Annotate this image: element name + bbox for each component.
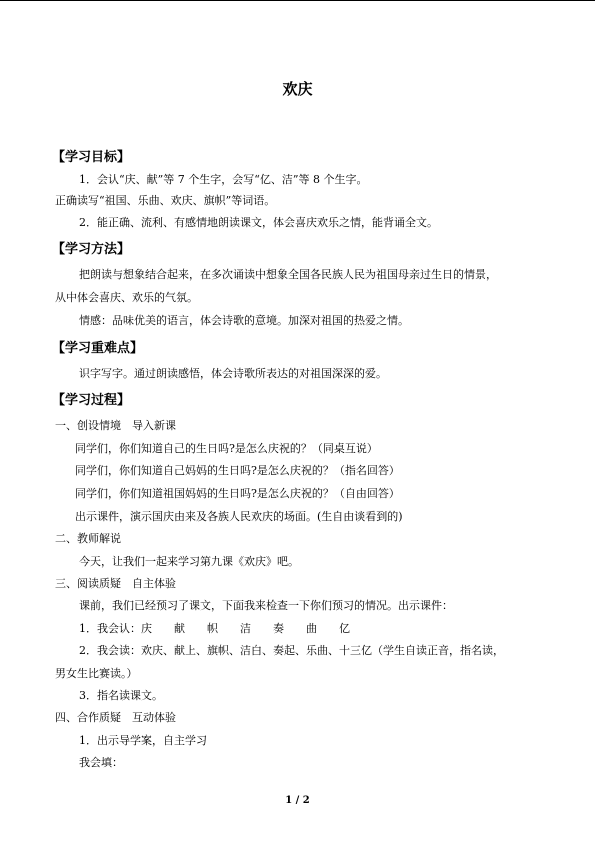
page-number: 1 / 2 <box>285 795 310 806</box>
process-step-3-line-d: 男女生比赛读。） <box>55 667 138 680</box>
methods-line-1: 把朗读与想象结合起来，在多次诵读中想象全国各民族人民为祖国母亲过生日的情景， <box>79 268 497 281</box>
process-step-3-line-e: 3．指名读课文。 <box>79 689 163 702</box>
goals-line-3: 2．能正确、流利、有感情地朗读课文，体会喜庆欢乐之情，能背诵全文。 <box>79 216 438 229</box>
process-step-4-line-b: 我会填： <box>79 756 123 769</box>
process-step-2: 二、教师解说 <box>55 532 121 545</box>
process-step-3-line-c: 2．我会读：欢庆、献上、旗帜、洁白、奏起、乐曲、十三亿（学生自读正音，指名读， <box>79 644 504 657</box>
process-step-4-line-a: 1．出示导学案，自主学习 <box>79 734 207 747</box>
process-step-2-line-a: 今天，让我们一起来学习第九课《欢庆》吧。 <box>79 555 299 568</box>
process-step-1: 一、创设情境 导入新课 <box>55 419 176 432</box>
keypoints-line-1: 识字写字。通过朗读感悟，体会诗歌所表达的对祖国深深的爱。 <box>79 367 387 380</box>
process-step-3-line-a: 课前，我们已经预习了课文，下面我来检查一下你们预习的情况。出示课件： <box>79 599 453 612</box>
process-step-3-line-b: 1．我会认：庆 献 帜 洁 奏 曲 亿 <box>79 622 350 635</box>
goals-line-1: 1．会认“庆、献”等 7 个生字，会写“亿、洁”等 8 个生字。 <box>79 173 368 186</box>
methods-line-3: 情感：品味优美的语言，体会诗歌的意境。加深对祖国的热爱之情。 <box>79 314 409 327</box>
section-heading-process: 【学习过程】 <box>52 393 131 408</box>
process-step-1-line-b: 同学们，你们知道自己妈妈的生日吗?是怎么庆祝的？（指名回答） <box>75 464 400 477</box>
section-heading-goals: 【学习目标】 <box>52 150 131 165</box>
process-step-4: 四、合作质疑 互动体验 <box>55 711 176 724</box>
process-step-1-line-a: 同学们，你们知道自己的生日吗?是怎么庆祝的？（同桌互说） <box>75 442 378 455</box>
process-step-3: 三、阅读质疑 自主体验 <box>55 577 176 590</box>
section-heading-keypoints: 【学习重难点】 <box>52 341 144 356</box>
methods-line-2: 从中体会喜庆、欢乐的气氛。 <box>55 291 198 304</box>
document-title: 欢庆 <box>282 80 313 98</box>
section-heading-methods: 【学习方法】 <box>52 242 131 257</box>
goals-line-2: 正确读写“祖国、乐曲、欢庆、旗帜”等词语。 <box>55 194 276 207</box>
process-step-1-line-c: 同学们，你们知道祖国妈妈的生日吗?是怎么庆祝的？（自由回答） <box>75 487 400 500</box>
process-step-1-line-d: 出示课件，演示国庆由来及各族人民欢庆的场面。(生自由谈看到的) <box>75 510 403 523</box>
